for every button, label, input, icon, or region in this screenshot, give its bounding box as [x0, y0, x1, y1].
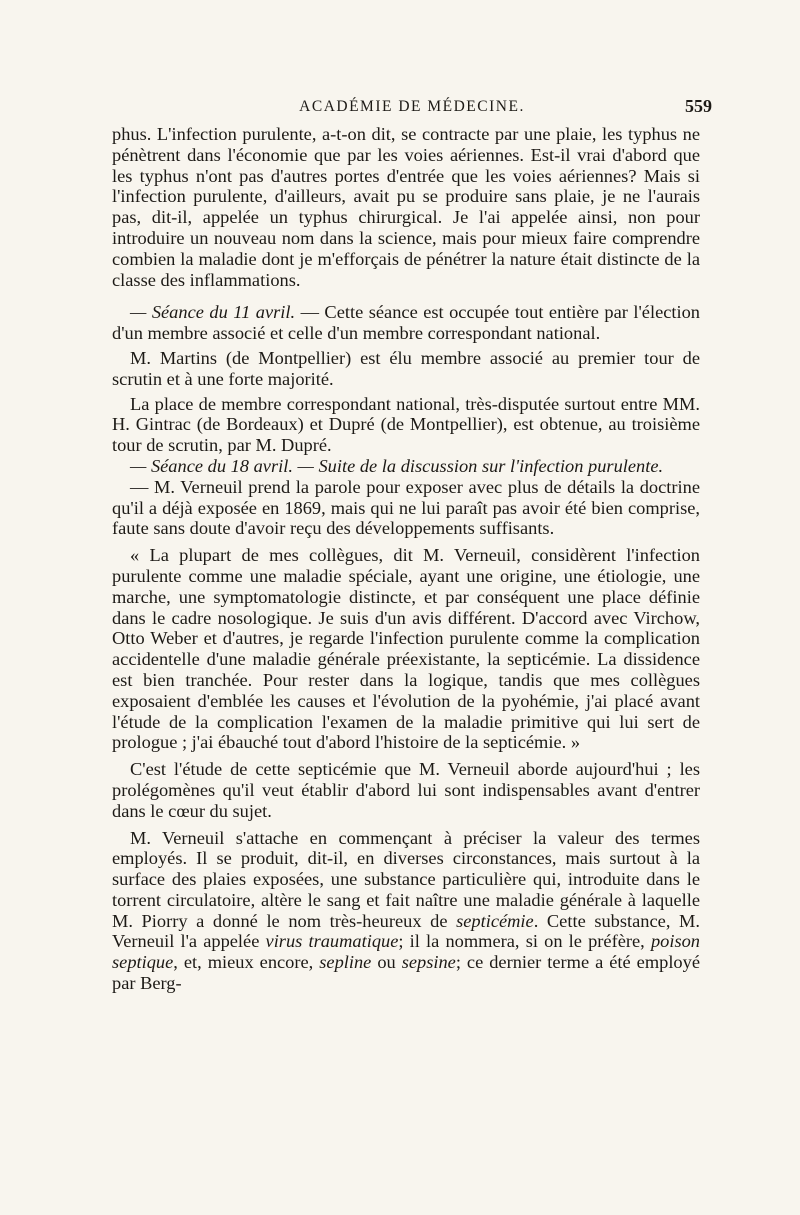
paragraph-seance-11-avril	[112, 302, 700, 344]
paragraph-seance-18-avril	[112, 456, 700, 477]
term-sepline: sepline	[319, 952, 372, 973]
term-septicemie: septicémie	[456, 910, 534, 931]
term-poison-septique: poison septique	[112, 931, 700, 973]
terminology-text-5: ou	[371, 952, 402, 973]
session-18-subject: — Suite de la discussion sur l'infection purulente.	[292, 455, 664, 476]
terminology-text-6: ; ce dernier terme a été employé par Berg-	[112, 952, 700, 994]
paragraph-verneuil-doctrine: — M. Verneuil prend la parole pour exposer avec plus de détails la doctrine qu'il a déjà exposée en 1869, mais qui ne lui paraît pas avoir été bien comprise, faute sans doute d'avoir reçu des développements suffisants.	[112, 476, 700, 539]
paragraph-martins-election: M. Martins (de Montpellier) est élu membre associé au premier tour de scrutin et à une forte majorité.	[112, 347, 700, 389]
running-title: ACADÉMIE DE MÉDECINE.	[299, 98, 525, 115]
paragraph-verneuil-quote: « La plupart de mes collègues, dit M. Verneuil, considèrent l'infection purulente comme une maladie spéciale, ayant une origine, une étiologie, une marche, une symptomatologie distincte, et par conséquent une place définie dans le cadre nosologique. Je suis d'un avis différent. D'accord avec Virchow, Otto Weber et d'autres, je regarde l'infection purulente comme la complication accidentelle d'une maladie générale préexistante, la septicémie. La dissidence est bien tranchée. Pour rester dans la logique, tandis que mes collègues exposaient d'emblée les causes et l'évolution de la pyohémie, j'ai placé avant l'étude de la complication l'examen de la maladie primitive qui lui sert de prologue ; j'ai ébauché tout d'abord l'histoire de la septicémie. »	[112, 545, 700, 753]
paragraph-typhus-continuation: phus. L'infection purulente, a-t-on dit, se contracte par une plaie, les typhus ne pénètrent dans l'économie que par les voies aériennes. Est-il vrai d'abord que les typhus n'ont pas d'autres portes d'entrée que les voies aériennes? Mais si l'infection purulente, d'ailleurs, avait pu se produire sans plaie, je ne l'aurais pas, dit-il, appelée un typhus chirurgical. Je l'ai appelée ainsi, non pour introduire un nouveau nom dans la science, mais pour mieux faire comprendre combien la maladie dont je m'efforçais de pénétrer la nature était distincte de la classe des inflammations.	[112, 124, 700, 290]
terminology-text-1: M. Verneuil s'attache en commençant à préciser la valeur des termes employés. Il se produit, dit-il, en diverses circonstances, mais surtout à la surface des plaies exposées, une substance particulière qui, introduite dans le torrent circulatoire, altère le sang et fait naître une maladie générale à laquelle M. Piorry a donné le nom très-heureux de	[112, 827, 700, 931]
term-virus-traumatique: virus traumatique	[265, 931, 399, 952]
paragraph-septicemie-study: C'est l'étude de cette septicémie que M. Verneuil aborde aujourd'hui ; les prolégomènes qu'il veut établir d'abord lui sont indispensables avant d'entrer dans le cœur du sujet.	[112, 759, 700, 821]
terminology-text-3: ; il la nommera, si on le préfère,	[398, 931, 651, 952]
running-head	[112, 98, 712, 122]
session-11-heading: — Séance du 11 avril.	[130, 302, 296, 323]
term-sepsine: sepsine	[401, 952, 456, 973]
session-18-heading: — Séance du 18 avril.	[130, 455, 293, 476]
terminology-text-2: . Cette substance, M. Verneuil l'a appelée	[112, 910, 700, 952]
session-11-text: — Cette séance est occupée tout entière par l'élection d'un membre associé et celle d'un membre correspondant national.	[112, 302, 700, 344]
terminology-text-4: , et, mieux encore,	[173, 952, 320, 973]
page-number: 559	[685, 96, 712, 116]
paragraph-correspondant-election: La place de membre correspondant national, très-disputée surtout entre MM. H. Gintrac (de Bordeaux) et Dupré (de Montpellier), est obtenue, au troisième tour de scrutin, par M. Dupré.	[112, 393, 700, 456]
body-text	[112, 124, 700, 994]
paragraph-terminology	[112, 828, 700, 994]
